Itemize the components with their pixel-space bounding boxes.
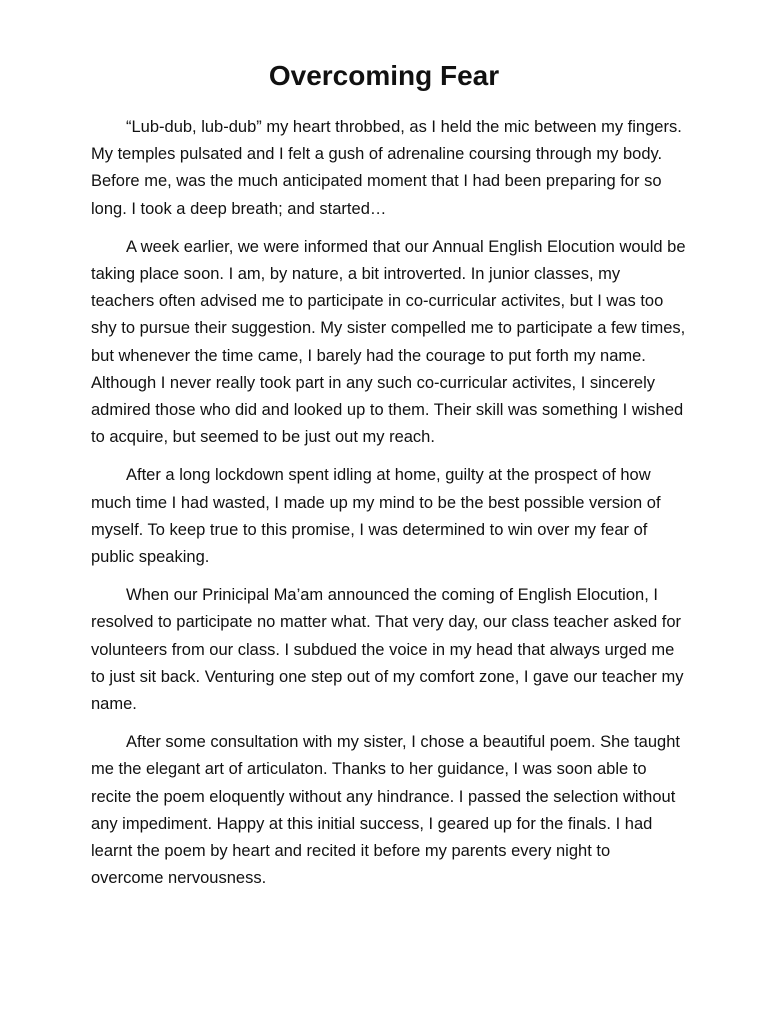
paragraph-4: When our Prinicipal Ma’am announced the coming of English Elocution, I resolved to participate no matter what. That very day, our class teacher asked for volunteers from our class. I subdued the voice in my head that always urged me to just sit back. Venturing one step out of my comfort zone, I gave our teacher my name. [91, 586, 684, 714]
document-title: Overcoming Fear [268, 60, 500, 91]
paragraph-3: After a long lockdown spent idling at home, guilty at the prospect of how much time I had wasted, I made up my mind to be the best possible version of myself. To keep true to this promise, I was determined to win over my fear of public speaking. [91, 466, 661, 567]
paragraph-1: “Lub-dub, lub-dub” my heart throbbed, as I held the mic between my fingers. My temples pulsated and I felt a gush of adrenaline coursing through my body. Before me, was the much anticipated moment that I had been preparing for so long. I took a deep breath; and started… [91, 118, 682, 218]
paragraph-5: After some consultation with my sister, I chose a beautiful poem. She taught me the elegant art of articulaton. Thanks to her guidance, I was soon able to recite the poem eloquently without any hindrance. I passed the selection without any impediment. Happy at this initial success, I geared up for the finals. I had learnt the poem by heart and recited it before my parents every night to overcome nervousness. [91, 733, 680, 888]
document-body [91, 114, 686, 903]
paragraph-2: A week earlier, we were informed that our Annual English Elocution would be taking place soon. I am, by nature, a bit introverted. In junior classes, my teachers often advised me to participate in co-curricular activites, but I was too shy to pursue their suggestion. My sister compelled me to participate a few times, but whenever the time came, I barely had the courage to put forth my name. Although I never really took part in any such co-curricular activites, I sincerely admired those who did and looked up to them. Their skill was something I wished to acquire, but seemed to be just out my reach. [91, 237, 686, 447]
